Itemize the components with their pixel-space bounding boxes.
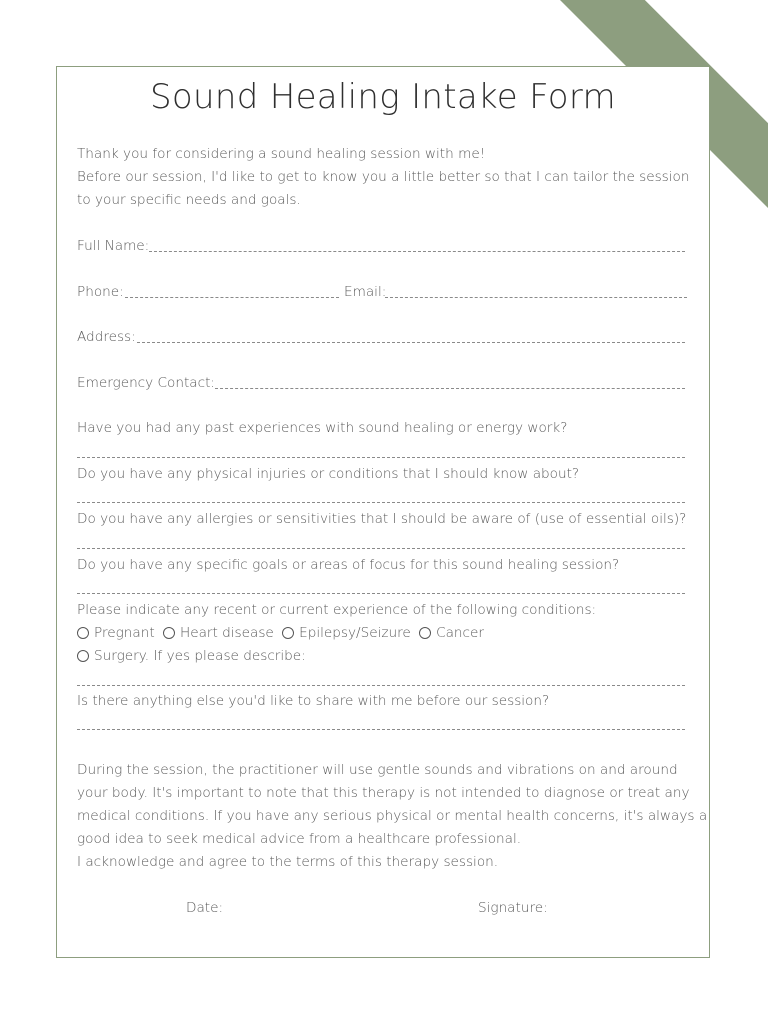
radio-icon[interactable]: [77, 627, 89, 639]
conditions-row-2: [77, 645, 310, 668]
answer-allergies[interactable]: [77, 548, 685, 549]
question-goals: Do you have any specific goals or areas of focus for this sound healing session?: [77, 557, 620, 573]
radio-icon[interactable]: [77, 650, 89, 662]
form-title: Sound Healing Intake Form: [150, 77, 616, 117]
radio-icon[interactable]: [419, 627, 431, 639]
address-label: Address:: [77, 329, 136, 345]
conditions-row-1: [77, 622, 488, 645]
question-past-experience: Have you had any past experiences with sound healing or energy work?: [77, 420, 568, 436]
option-surgery[interactable]: Surgery. If yes please describe:: [77, 645, 306, 668]
emergency-contact-field[interactable]: [215, 388, 685, 389]
option-epilepsy[interactable]: Epilepsy/Seizure: [282, 622, 411, 645]
question-allergies: Do you have any allergies or sensitivities that I should be aware of (use of essential oils)?: [77, 511, 687, 527]
answer-goals[interactable]: [77, 593, 685, 594]
address-field[interactable]: [137, 342, 685, 343]
disclaimer-line-2: your body. It's important to note that this therapy is not intended to diagnose or treat any: [77, 785, 690, 801]
answer-injuries[interactable]: [77, 502, 685, 503]
radio-icon[interactable]: [163, 627, 175, 639]
intro-line-1: Thank you for considering a sound healing session with me!: [77, 146, 486, 162]
answer-past-experience[interactable]: [77, 457, 685, 458]
signature-label: Signature:: [478, 900, 548, 916]
radio-icon[interactable]: [282, 627, 294, 639]
form-frame: [56, 66, 710, 958]
phone-label: Phone:: [77, 284, 124, 300]
full-name-label: Full Name:: [77, 238, 150, 254]
disclaimer-line-1: During the session, the practitioner will use gentle sounds and vibrations on and around: [77, 762, 678, 778]
question-conditions: Please indicate any recent or current experience of the following conditions:: [77, 602, 597, 618]
disclaimer-line-4: good idea to seek medical advice from a healthcare professional.: [77, 831, 522, 847]
intro-line-2: Before our session, I'd like to get to know you a little better so that I can tailor the session: [77, 169, 690, 185]
answer-anything-else[interactable]: [77, 729, 685, 730]
emergency-contact-label: Emergency Contact:: [77, 375, 215, 391]
phone-field[interactable]: [125, 297, 339, 298]
question-injuries: Do you have any physical injuries or conditions that I should know about?: [77, 466, 580, 482]
email-field[interactable]: [385, 297, 687, 298]
option-heart-disease[interactable]: Heart disease: [163, 622, 274, 645]
acknowledgement: I acknowledge and agree to the terms of this therapy session.: [77, 854, 499, 870]
question-anything-else: Is there anything else you'd like to share with me before our session?: [77, 693, 550, 709]
date-label: Date:: [186, 900, 224, 916]
full-name-field[interactable]: [149, 251, 685, 252]
option-cancer[interactable]: Cancer: [419, 622, 484, 645]
answer-surgery[interactable]: [77, 685, 685, 686]
email-label: Email:: [344, 284, 387, 300]
intro-line-3: to your specific needs and goals.: [77, 192, 301, 208]
option-pregnant[interactable]: Pregnant: [77, 622, 155, 645]
disclaimer-line-3: medical conditions. If you have any serious physical or mental health concerns, it's always a: [77, 808, 708, 824]
